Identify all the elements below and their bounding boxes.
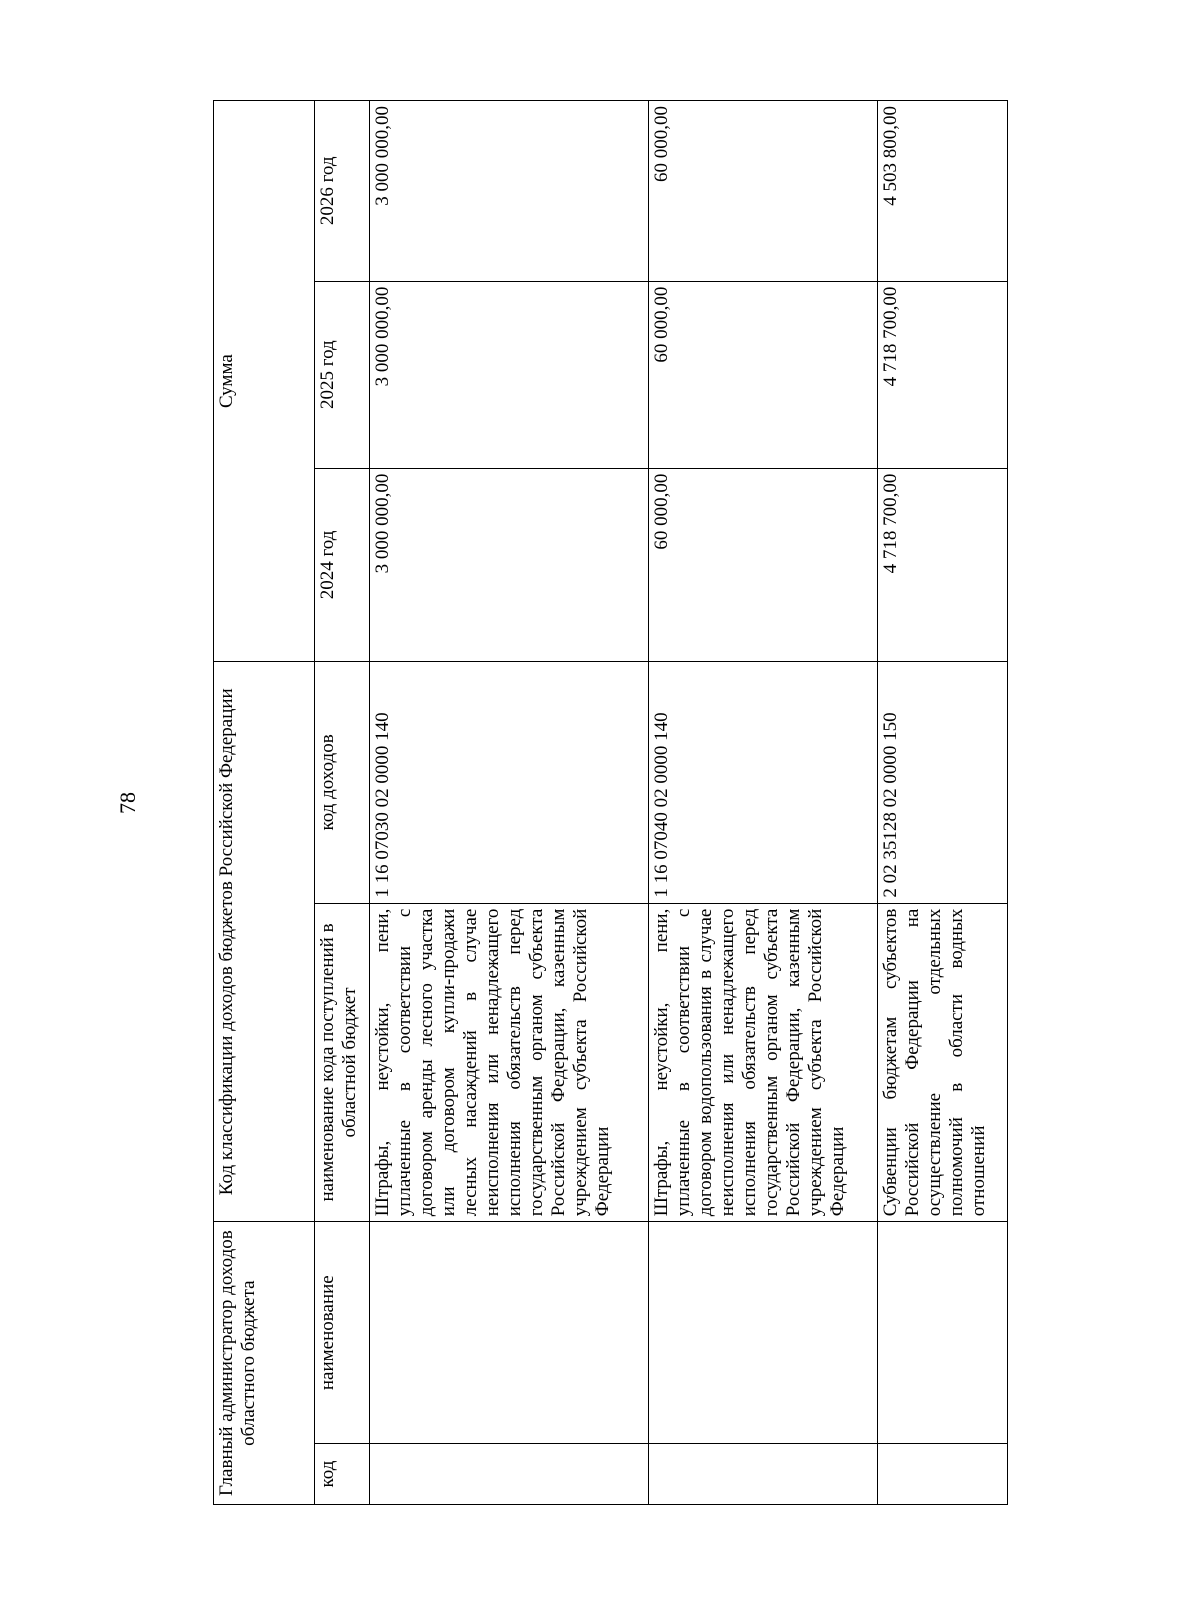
cell-2024: 4 718 700,00 [878, 468, 1008, 662]
header-2024: 2024 год [315, 468, 370, 662]
cell-kod-dohodov: 1 16 07030 02 0000 140 [370, 662, 649, 903]
cell-kod-dohodov: 1 16 07040 02 0000 140 [648, 662, 877, 903]
table-row [648, 101, 877, 1505]
header-2026: 2026 год [315, 101, 370, 282]
header-kod-dohodov: код доходов [315, 662, 370, 903]
revenue-table [213, 100, 1008, 1505]
table-row [878, 101, 1008, 1505]
cell-naimenovanie [648, 1222, 877, 1444]
header-kod: код [315, 1444, 370, 1505]
cell-naim-koda: Субвенции бюджетам субъектов Российской Федерации на осуществление отдельных полномочий в области водных отношений [878, 903, 1008, 1222]
cell-2026: 4 503 800,00 [878, 101, 1008, 282]
header-naim-koda-postupleniy: наименование кода поступлений в областной бюджет [315, 903, 370, 1222]
cell-2025: 60 000,00 [648, 281, 877, 468]
cell-kod [370, 1444, 649, 1505]
cell-2025: 4 718 700,00 [878, 281, 1008, 468]
cell-naimenovanie [370, 1222, 649, 1444]
cell-kod-dohodov: 2 02 35128 02 0000 150 [878, 662, 1008, 903]
header-2025: 2025 год [315, 281, 370, 468]
cell-kod [648, 1444, 877, 1505]
cell-2025: 3 000 000,00 [370, 281, 649, 468]
header-row-1 [214, 101, 315, 1505]
page-number: 78 [115, 792, 140, 814]
cell-kod [878, 1444, 1008, 1505]
header-admin-group: Главный администратор доходов областного бюджета [214, 1222, 315, 1505]
header-sum-group: Сумма [214, 101, 315, 662]
header-row-2 [315, 101, 370, 1505]
cell-2024: 3 000 000,00 [370, 468, 649, 662]
cell-2026: 3 000 000,00 [370, 101, 649, 282]
cell-naimenovanie [878, 1222, 1008, 1444]
header-code-group: Код классификации доходов бюджетов Российской Федерации [214, 662, 315, 1222]
cell-2024: 60 000,00 [648, 468, 877, 662]
header-naimenovanie: наименование [315, 1222, 370, 1444]
table-row [370, 101, 649, 1505]
rotated-table-container [213, 100, 1008, 1505]
cell-naim-koda: Штрафы, неустойки, пени, уплаченные в соответствии с договором водопользования в случае неисполнения или ненадлежащего исполнения обязательств перед государственным органом субъекта Российской Федерации, казенным учреждением субъекта Российской Федерации [648, 903, 877, 1222]
cell-naim-koda: Штрафы, неустойки, пени, уплаченные в соответствии с договором аренды лесного участка или договором купли-продажи лесных насаждений в случае неисполнения или ненадлежащего исполнения обязательств перед государственным органом субъекта Российской Федерации, казенным учреждением субъекта Российской Федерации [370, 903, 649, 1222]
cell-2026: 60 000,00 [648, 101, 877, 282]
